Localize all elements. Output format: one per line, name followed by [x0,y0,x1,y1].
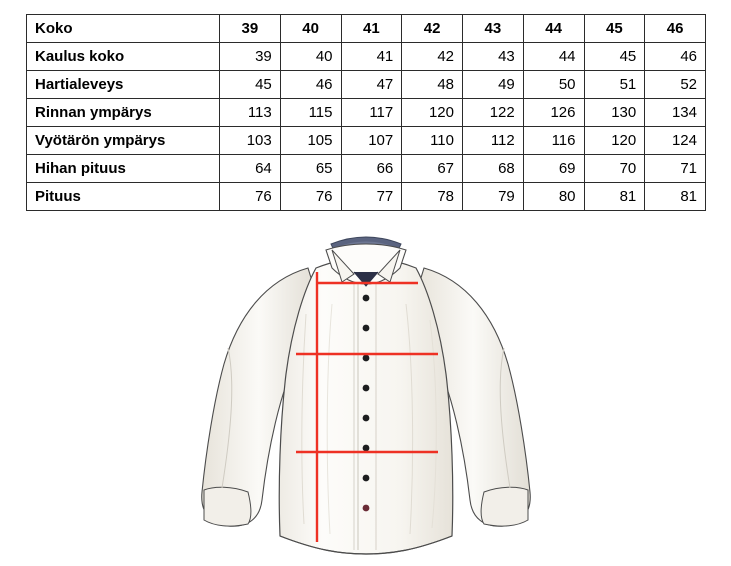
cell-vyotaron-41: 107 [341,127,402,155]
table-header-row [27,15,706,43]
cell-hihan-46: 71 [645,155,706,183]
cell-hihan-43: 68 [463,155,524,183]
row-label-hihan-pituus: Hihan pituus [27,155,220,183]
row-label-pituus: Pituus [27,183,220,211]
cell-hartialeveys-45: 51 [584,71,645,99]
cell-rinnan-46: 134 [645,99,706,127]
row-label-hartialeveys: Hartialeveys [27,71,220,99]
header-size-43: 43 [463,15,524,43]
header-label-cell: Koko [27,15,220,43]
header-size-42: 42 [402,15,463,43]
cell-kaulus-43: 43 [463,43,524,71]
cell-vyotaron-45: 120 [584,127,645,155]
cell-hartialeveys-44: 50 [523,71,584,99]
cell-pituus-46: 81 [645,183,706,211]
table-row [27,183,706,211]
header-size-39: 39 [220,15,281,43]
table-row [27,99,706,127]
cell-kaulus-39: 39 [220,43,281,71]
header-size-41: 41 [341,15,402,43]
cell-kaulus-46: 46 [645,43,706,71]
cell-hihan-45: 70 [584,155,645,183]
table-row [27,43,706,71]
cell-rinnan-39: 113 [220,99,281,127]
row-label-vyotaron-ymparys: Vyötärön ympärys [27,127,220,155]
cell-hartialeveys-41: 47 [341,71,402,99]
row-label-rinnan-ymparys: Rinnan ympärys [27,99,220,127]
cell-hartialeveys-40: 46 [280,71,341,99]
cell-pituus-42: 78 [402,183,463,211]
cell-hartialeveys-39: 45 [220,71,281,99]
header-size-40: 40 [280,15,341,43]
cell-vyotaron-42: 110 [402,127,463,155]
table-row [27,127,706,155]
cell-hihan-41: 66 [341,155,402,183]
cell-hartialeveys-43: 49 [463,71,524,99]
cell-hihan-42: 67 [402,155,463,183]
row-label-kaulus-koko: Kaulus koko [27,43,220,71]
cell-kaulus-44: 44 [523,43,584,71]
shirt-illustration [156,224,576,566]
cell-hihan-44: 69 [523,155,584,183]
cell-pituus-45: 81 [584,183,645,211]
cell-rinnan-44: 126 [523,99,584,127]
cell-kaulus-41: 41 [341,43,402,71]
cell-rinnan-40: 115 [280,99,341,127]
cell-kaulus-40: 40 [280,43,341,71]
shirt-measurement-diagram [0,224,731,566]
table-row [27,155,706,183]
cell-vyotaron-40: 105 [280,127,341,155]
cell-hihan-40: 65 [280,155,341,183]
header-size-45: 45 [584,15,645,43]
cell-pituus-44: 80 [523,183,584,211]
size-table [26,14,706,211]
header-size-46: 46 [645,15,706,43]
cell-hartialeveys-42: 48 [402,71,463,99]
cell-hartialeveys-46: 52 [645,71,706,99]
cell-rinnan-42: 120 [402,99,463,127]
cell-pituus-40: 76 [280,183,341,211]
cell-kaulus-42: 42 [402,43,463,71]
header-size-44: 44 [523,15,584,43]
cell-vyotaron-43: 112 [463,127,524,155]
cell-pituus-39: 76 [220,183,281,211]
table-row [27,71,706,99]
cell-rinnan-41: 117 [341,99,402,127]
cell-vyotaron-39: 103 [220,127,281,155]
cell-vyotaron-46: 124 [645,127,706,155]
cell-kaulus-45: 45 [584,43,645,71]
cell-rinnan-43: 122 [463,99,524,127]
size-chart [26,14,706,211]
cell-vyotaron-44: 116 [523,127,584,155]
cell-pituus-43: 79 [463,183,524,211]
cell-hihan-39: 64 [220,155,281,183]
cell-pituus-41: 77 [341,183,402,211]
cell-rinnan-45: 130 [584,99,645,127]
